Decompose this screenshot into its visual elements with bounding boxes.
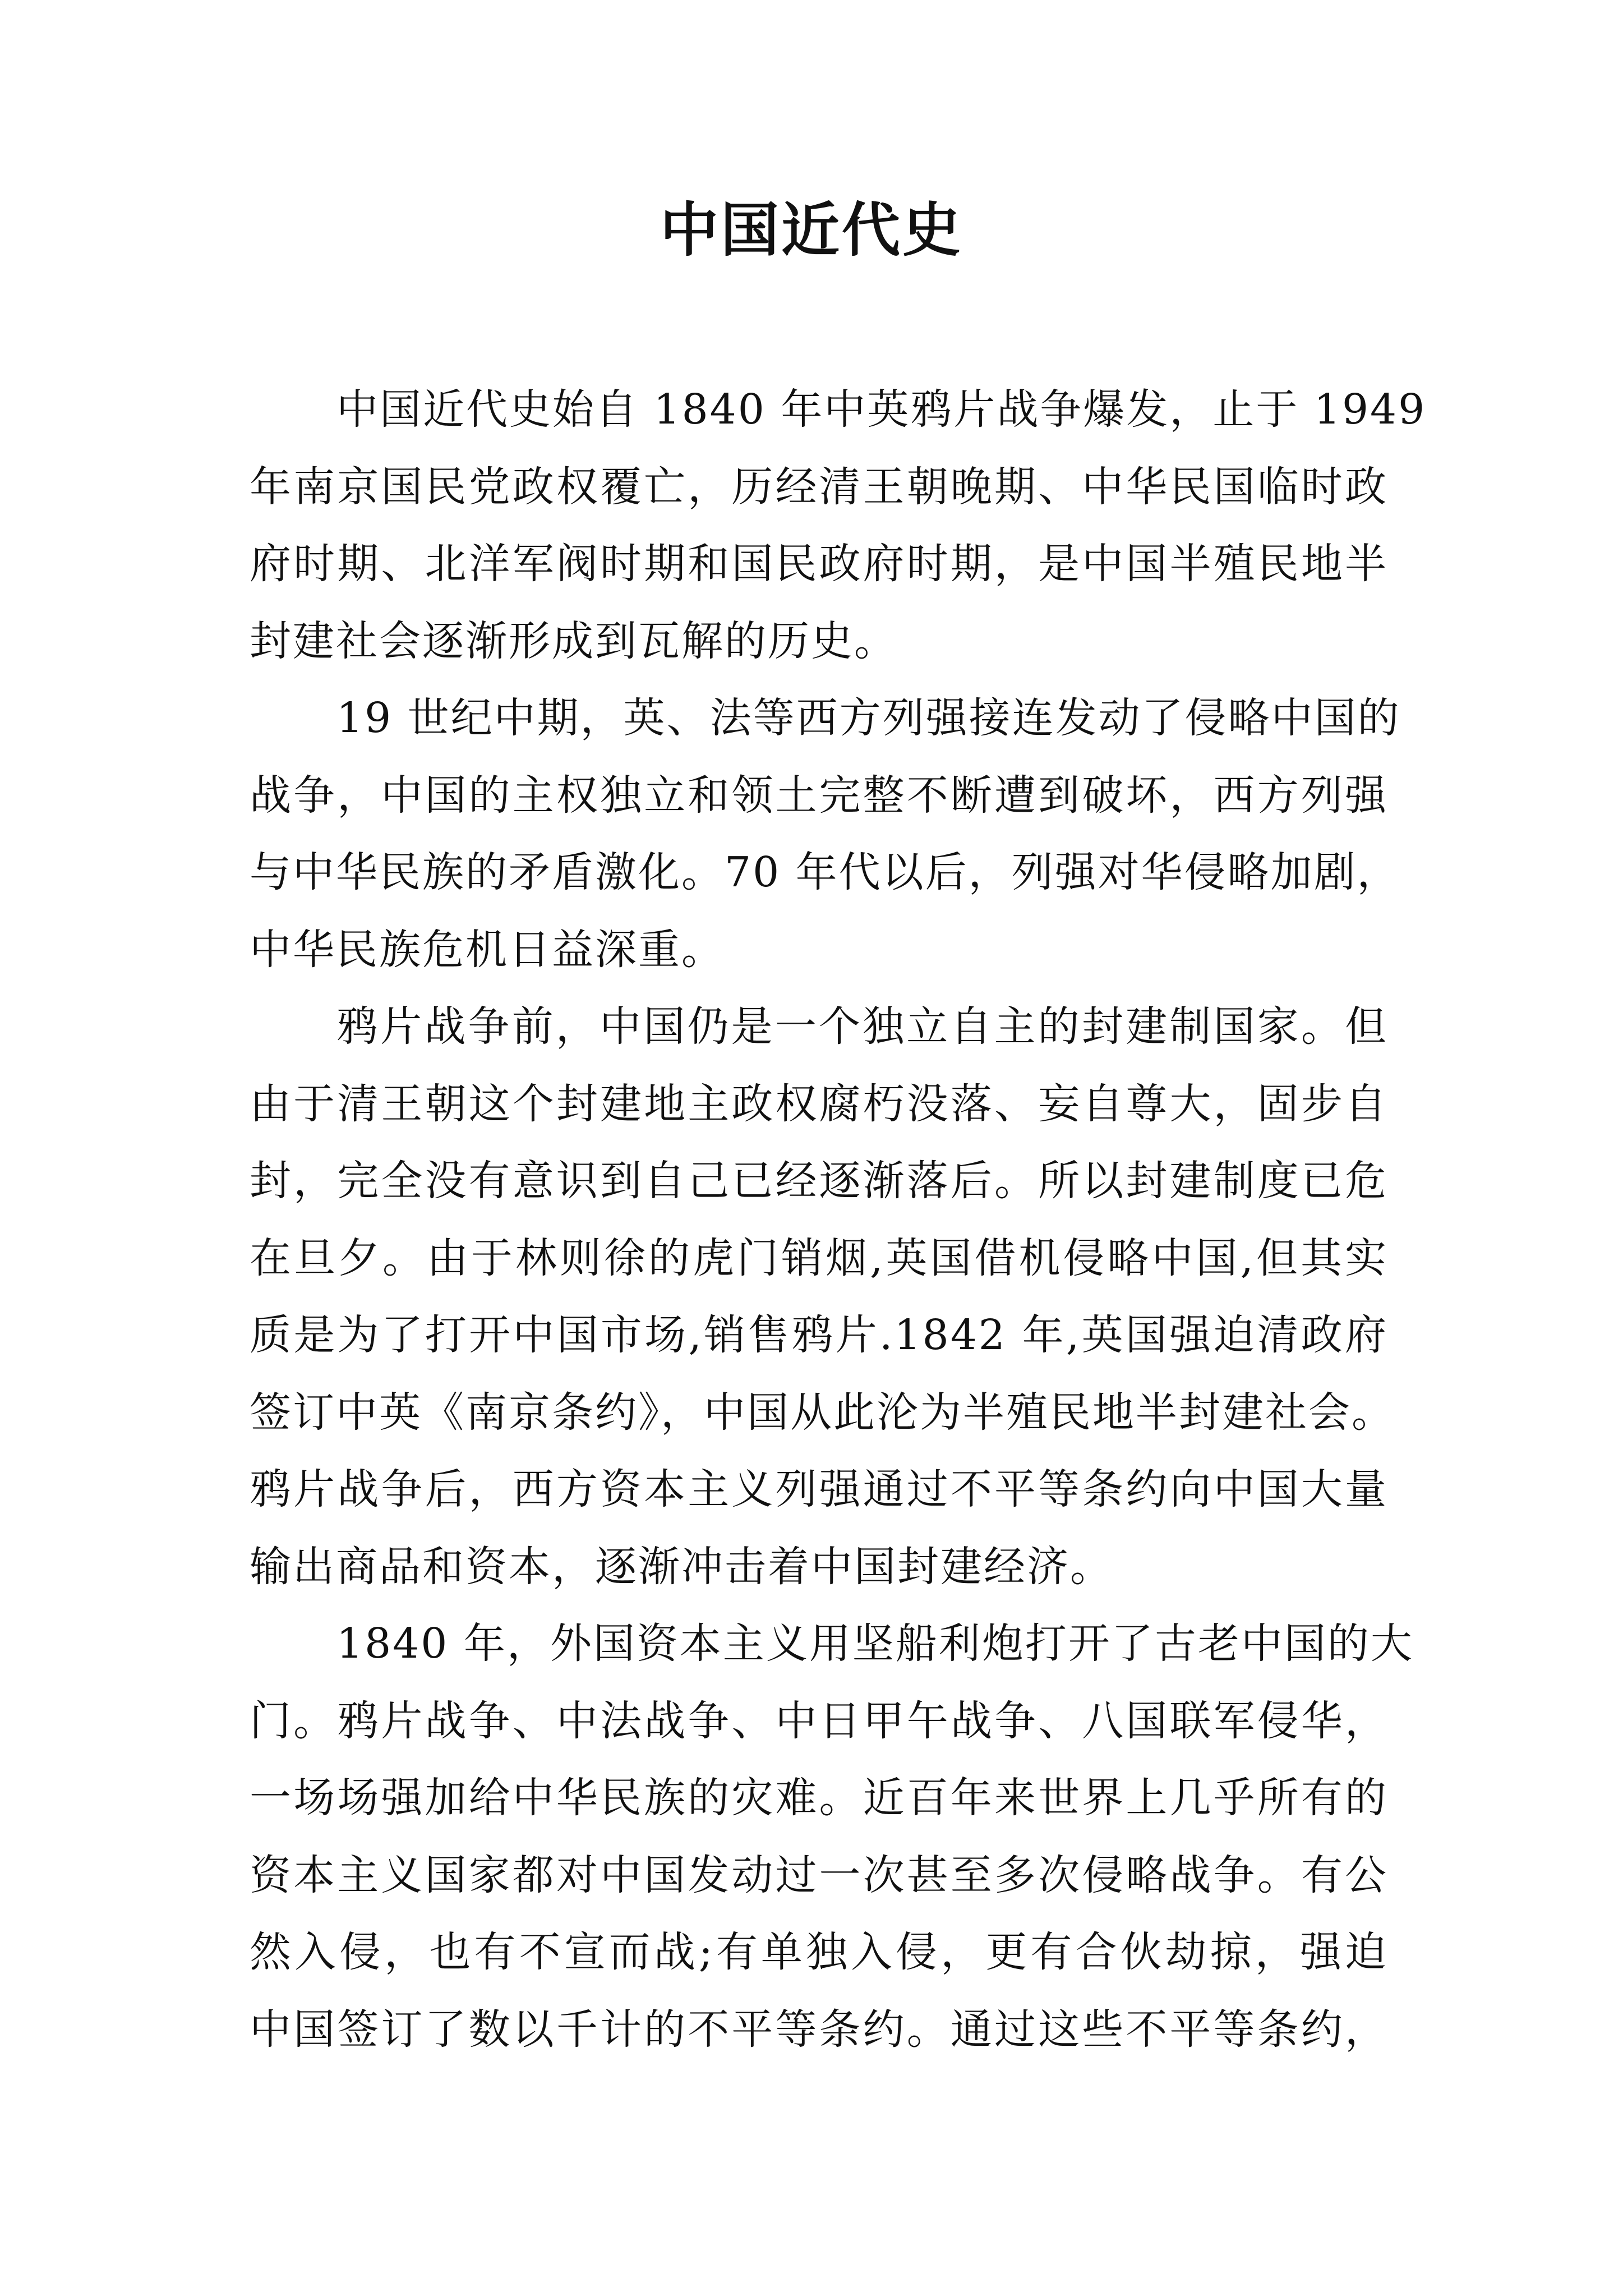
text-line: 输出商品和资本，逐渐冲击着中国封建经济。: [250, 1542, 1113, 1591]
text-line: 1840 年，外国资本主义用坚船利炮打开了古老中国的大: [336, 1619, 1414, 1668]
text-line: 中华民族危机日益深重。: [250, 925, 725, 974]
text-line: 签订中英《南京条约》，中国从此沦为半殖民地半封建社会。: [250, 1388, 1395, 1437]
text-line: 鸦片战争前，中国仍是一个独立自主的封建制国家。但: [336, 1002, 1388, 1051]
text-line: 中国近代史始自 1840 年中英鸦片战争爆发，止于 1949: [336, 385, 1427, 434]
text-line: 资本主义国家都对中国发动过一次甚至多次侵略战争。有公: [250, 1851, 1388, 1899]
text-line: 封建社会逐渐形成到瓦解的历史。: [250, 616, 897, 665]
text-line: 一场场强加给中华民族的灾难。近百年来世界上几乎所有的: [250, 1774, 1388, 1822]
text-line: 与中华民族的矛盾激化。70 年代以后，列强对华侵略加剧，: [250, 848, 1400, 896]
text-line: 然入侵，也有不宣而战;有单独入侵，更有合伙劫掠，强迫: [250, 1928, 1388, 1976]
text-line: 门。鸦片战争、中法战争、中日甲午战争、八国联军侵华，: [250, 1696, 1388, 1745]
text-line: 鸦片战争后，西方资本主义列强通过不平等条约向中国大量: [250, 1465, 1388, 1513]
text-line: 战争，中国的主权独立和领土完整不断遭到破坏，西方列强: [250, 771, 1388, 820]
text-line: 中国签订了数以千计的不平等条约。通过这些不平等条约，: [250, 2005, 1388, 2054]
text-line: 封，完全没有意识到自己已经逐渐落后。所以封建制度已危: [250, 1157, 1388, 1205]
text-line: 在旦夕。由于林则徐的虎门销烟,英国借机侵略中国,但其实: [250, 1234, 1388, 1282]
text-line: 由于清王朝这个封建地主政权腐朽没落、妄自尊大，固步自: [250, 1079, 1388, 1128]
paragraph-4: [250, 1605, 1414, 2068]
paragraph-2: [250, 680, 1401, 988]
text-line: 年南京国民党政权覆亡，历经清王朝晚期、中华民国临时政: [250, 462, 1388, 511]
document-title: 中国近代史: [660, 196, 963, 264]
text-line: 质是为了打开中国市场,销售鸦片.1842 年,英国强迫清政府: [250, 1311, 1388, 1359]
paragraph-3: [250, 988, 1395, 1605]
text-line: 府时期、北洋军阀时期和国民政府时期，是中国半殖民地半: [250, 540, 1388, 588]
document-body: [250, 371, 1427, 2068]
paragraph-1: [250, 371, 1427, 680]
text-line: 19 世纪中期，英、法等西方列强接连发动了侵略中国的: [336, 694, 1401, 742]
